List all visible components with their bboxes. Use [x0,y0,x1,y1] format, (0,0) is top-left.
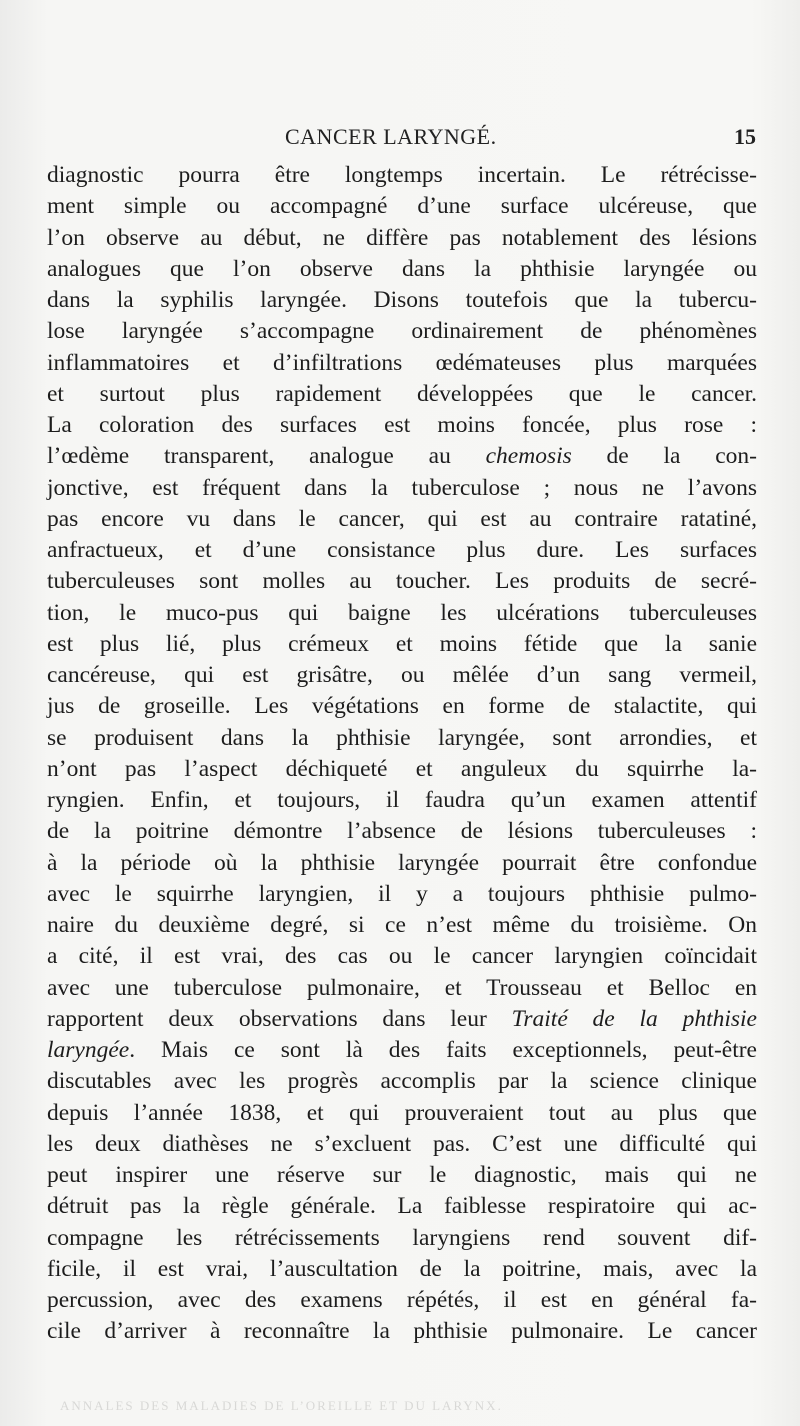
body-text [47,160,757,1348]
text-line: avec le squirrhe laryngien, il y a toujours phthisie pulmo- [47,880,757,907]
text-line: ryngien. Enfin, et toujours, il faudra qu’un examen attentif [47,787,757,813]
running-title: CANCER LARYNGÉ. [285,124,497,149]
text-line: percussion, avec des examens répétés, il est en général fa- [47,1287,757,1313]
text-line: La coloration des surfaces est moins foncée, plus rose : [47,412,757,438]
text-line: depuis l’année 1838, et qui prouveraient tout au plus que [47,1099,757,1126]
text-line: pas encore vu dans le cancer, qui est au contraire ratatiné, [47,505,757,532]
italic-term: Traité de la phthisie [511,1005,757,1032]
text-line: détruit pas la règle générale. La faiblesse respiratoire qui ac- [47,1193,757,1220]
text-line: analogues que l’on observe dans la phthisie laryngée ou [47,255,757,282]
footer-bleed-through-text: ANNALES DES MALADIES DE L’OREILLE ET DU LARYNX. [60,1398,503,1413]
text-line: les deux diathèses ne s’excluent pas. C’est une difficulté qui [47,1130,757,1157]
text-line: a cité, il est vrai, des cas ou le cancer laryngien coïncidait [47,943,757,970]
text-line: est plus lié, plus crémeux et moins fétide que la sanie [47,630,757,657]
text-line [47,441,757,472]
text-line: inflammatoires et d’infiltrations œdémateuses plus marquées [47,349,757,376]
text-line: lose laryngée s’accompagne ordinairement de phénomènes [47,318,757,345]
text-line: ficile, il est vrai, l’auscultation de la poitrine, mais, avec la [47,1255,757,1282]
text-line: cile d’arriver à reconnaître la phthisie pulmonaire. Le cancer [47,1318,757,1345]
text-line: cancéreuse, qui est grisâtre, ou mêlée d’un sang vermeil, [47,662,757,688]
text-line-segment: de la con- [571,443,757,470]
text-line: peut inspirer une réserve sur le diagnostic, mais qui ne [47,1162,757,1188]
text-line: et surtout plus rapidement développées que le cancer. [47,380,757,407]
text-line: ment simple ou accompagné d’une surface ulcéreuse, que [47,193,757,220]
text-line: avec une tuberculose pulmonaire, et Trousseau et Belloc en [47,974,757,1001]
text-line: l’on observe au début, ne diffère pas notablement des lésions [47,224,757,251]
text-line: discutables avec les progrès accomplis par la science clinique [47,1068,757,1095]
text-line: tion, le muco-pus qui baigne les ulcérations tuberculeuses [47,599,757,626]
text-line: dans la syphilis laryngée. Disons toutefois que la tubercu- [47,287,757,313]
text-line: tuberculeuses sont molles au toucher. Les produits de secré- [47,568,757,595]
text-line: se produisent dans la phthisie laryngée, sont arrondies, et [47,724,757,751]
italic-term: laryngée [47,1037,130,1063]
text-line [47,1004,757,1035]
text-line: jus de groseille. Les végétations en forme de stalactite, qui [47,693,757,720]
text-line: compagne les rétrécissements laryngiens rend souvent dif- [47,1224,757,1251]
text-line [47,1035,757,1066]
text-line: jonctive, est fréquent dans la tuberculose ; nous ne l’avons [47,474,757,501]
page-number: 15 [734,124,756,149]
running-head [0,124,800,154]
text-line: à la période où la phthisie laryngée pourrait être confondue [47,849,757,876]
text-line: de la poitrine démontre l’absence de lésions tuberculeuses : [47,818,757,845]
text-line-segment: l’œdème transparent, analogue au [47,443,486,470]
text-line-segment: rapportent deux observations dans leur [47,1005,512,1032]
text-line: n’ont pas l’aspect déchiqueté et anguleux du squirrhe la- [47,755,757,782]
text-line: anfractueux, et d’une consistance plus dure. Les surfaces [47,537,757,563]
text-line-segment: . Mais ce sont là des faits exceptionnels, peut-être [129,1037,757,1063]
text-line: naire du deuxième degré, si ce n’est même du troisième. On [47,912,757,938]
italic-term: chemosis [485,443,572,470]
text-line: diagnostic pourra être longtemps incertain. Le rétrécisse- [47,162,757,188]
